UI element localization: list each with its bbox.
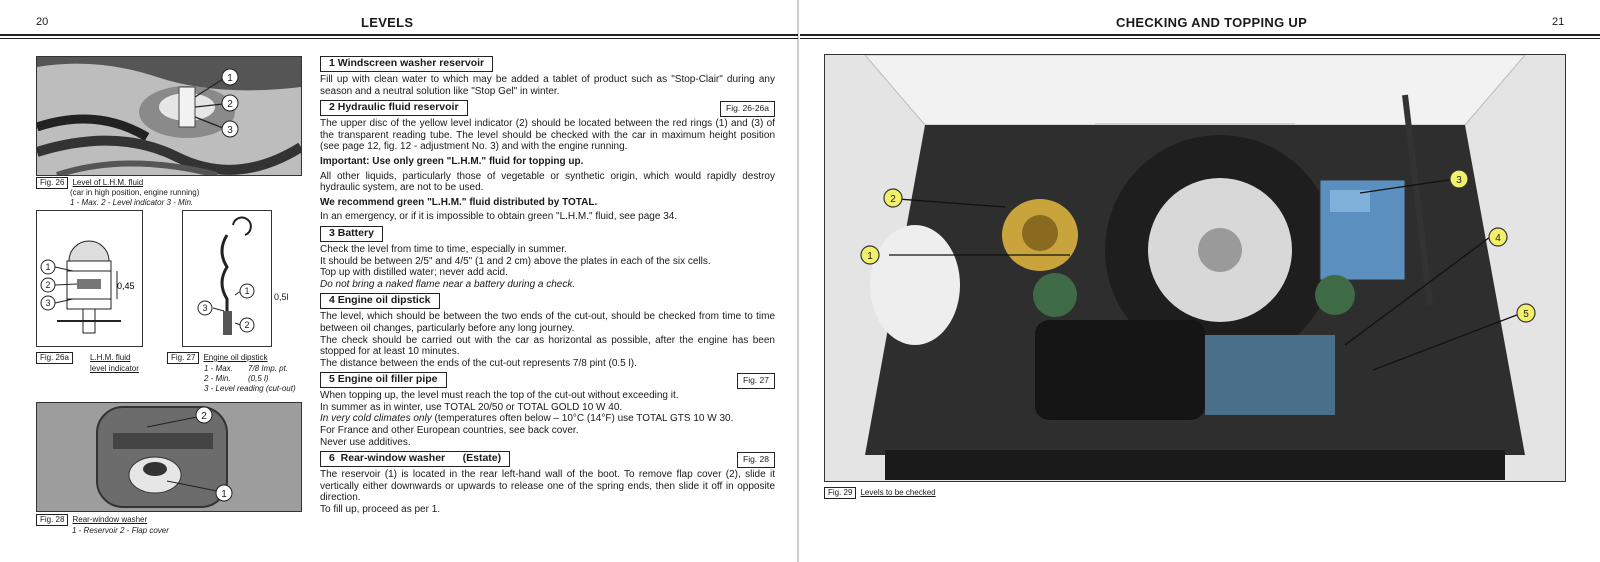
fig26-callout-2: 2 — [227, 99, 233, 110]
fig27-legend-2b: (0,5 l) — [248, 374, 269, 383]
svg-text:1: 1 — [221, 489, 227, 500]
fig26-callout-1: 1 — [227, 73, 233, 84]
section-5-line-1: When topping up, the level must reach the top of the cut-out without exceeding it. — [320, 390, 679, 402]
fig26-subcaption: (car in high position, engine running) — [70, 188, 200, 197]
section-5-line-5: Never use additives. — [320, 436, 411, 448]
section-2-header — [320, 100, 775, 118]
section-5-line-4: For France and other European countries, see back cover. — [320, 425, 579, 437]
section-1-header — [320, 56, 775, 74]
section-4-body: The level, which should be between the two ends of the cut-out, should be checked from time to time between oil changes, particularly before any long journey. — [320, 311, 775, 334]
fig29-callout-4: 4 — [1495, 233, 1501, 244]
header-rule — [0, 34, 798, 36]
fig28-legend: 1 - Reservoir 2 - Flap cover — [72, 526, 169, 535]
section-2-heading: 2 Hydraulic fluid reservoir — [320, 100, 468, 116]
fig26-callout-3: 3 — [227, 125, 233, 136]
section-4-heading: 4 Engine oil dipstick — [320, 293, 440, 309]
page-number-right: 21 — [1552, 16, 1565, 28]
fig26a-measure: 0,45 — [117, 281, 135, 291]
svg-text:2: 2 — [201, 411, 207, 422]
section-6-body2: To fill up, proceed as per 1. — [320, 504, 441, 516]
fig26a-ref: Fig. 26a — [36, 352, 73, 364]
fig26a-diagram — [36, 210, 143, 347]
section-5-header — [320, 372, 775, 390]
fig26-legend: 1 - Max. 2 - Level indicator 3 - Min. — [70, 198, 194, 207]
section-2-body3: In an emergency, or if it is impossible to obtain green "L.H.M." fluid, see page 34. — [320, 211, 678, 223]
fig29-ref: Fig. 29 — [824, 487, 856, 499]
fig28-ref: Fig. 28 — [36, 514, 68, 526]
svg-text:2: 2 — [244, 320, 250, 330]
page-title-left: LEVELS — [361, 15, 414, 30]
section-2-important: Important: Use only green "L.H.M." fluid for topping up. — [320, 155, 584, 167]
section-3-warning: Do not bring a naked flame near a battery during a check. — [320, 278, 576, 290]
page-title-right: CHECKING AND TOPPING UP — [1116, 15, 1308, 30]
fig27-measure: 0,5l — [274, 292, 289, 302]
fig27-legend-2a: 2 - Min. — [204, 374, 231, 383]
fig26a-label-1: L.H.M. fluid — [90, 353, 131, 362]
fig27-legend-1b: 7/8 Imp. pt. — [248, 364, 289, 373]
section-3-line-3: Top up with distilled water; never add acid. — [320, 267, 508, 279]
section-5-heading: 5 Engine oil filler pipe — [320, 372, 447, 388]
section-3-header — [320, 226, 775, 244]
fig26-photo — [36, 56, 302, 176]
fig29-callout-1: 1 — [867, 251, 873, 262]
fig26a-caption — [36, 352, 77, 364]
section-6-ref: Fig. 28 — [737, 452, 775, 468]
section-6-body: The reservoir (1) is located in the rear left-hand wall of the boot. To remove flap cover (2), slide it vertically either downwards or upwards to release one of the spring ends, then slide it off in opposite direction. — [320, 469, 775, 504]
header-rule-thin — [0, 38, 798, 39]
fig28-caption: Fig. 28 Rear-window washer — [36, 514, 147, 526]
svg-text:1: 1 — [244, 286, 250, 296]
fig29-callout-3: 3 — [1456, 175, 1462, 186]
fig29-callout-5: 5 — [1523, 309, 1529, 320]
header-rule-right-thin — [800, 38, 1600, 39]
fig28-photo — [36, 402, 302, 512]
section-4-header — [320, 293, 775, 311]
section-6-heading: 6 Rear-window washer (Estate) — [320, 451, 510, 467]
fig29-callout-2: 2 — [890, 194, 896, 205]
svg-text:2: 2 — [45, 280, 51, 290]
section-6-header — [320, 451, 775, 469]
section-3-line-2: It should be between 2/5" and 4/5" (1 and 2 cm) above the plates in each of the six cells. — [320, 255, 711, 267]
header-rule-right — [800, 34, 1600, 36]
svg-text:1: 1 — [45, 262, 51, 272]
svg-text:3: 3 — [45, 298, 51, 308]
page-number-left: 20 — [36, 16, 49, 28]
fig27-legend-3: 3 - Level reading (cut-out) — [204, 384, 296, 393]
right-page — [800, 0, 1600, 562]
section-3-heading: 3 Battery — [320, 226, 383, 242]
fig27-legend-1a: 1 - Max. — [204, 364, 233, 373]
fig27-ref: Fig. 27 — [167, 352, 199, 364]
left-page — [0, 0, 798, 562]
fig29-caption: Fig. 29 Levels to be checked — [824, 487, 936, 499]
fig26-caption: Fig. 26 Level of L.H.M. fluid — [36, 177, 143, 189]
fig26a-label-2: level indicator — [90, 364, 139, 373]
levels-text-column — [320, 54, 775, 516]
section-5-line-2: In summer as in winter, use TOTAL 20/50 or TOTAL GOLD 10 W 40. — [320, 401, 623, 413]
section-3-line-1: Check the level from time to time, especially in summer. — [320, 243, 567, 255]
fig27-diagram — [182, 210, 272, 347]
section-2-ref: Fig. 26-26a — [720, 101, 775, 117]
fig26-ref: Fig. 26 — [36, 177, 68, 189]
section-2-body2: All other liquids, particularly those of vegetable or synthetic origin, which would rapidly destroy hydraulic system, are not to be used. — [320, 170, 775, 194]
section-2-body: The upper disc of the yellow level indicator (2) should be located between the red rings (1) and (3) of the transparent reading tube. The level should be checked with the car in maximum height position (see page 12, fig. 12 - adjustment No. 3) and with the engine running. — [320, 118, 775, 153]
fig29-engine-bay-photo — [824, 54, 1566, 482]
section-5-line-3: In very cold climates only (temperatures often below – 10°C (14°F) use TOTAL GTS 10 W 30. — [320, 413, 734, 425]
section-5-ref: Fig. 27 — [737, 373, 775, 389]
fig27-caption: Fig. 27 Engine oil dipstick — [167, 352, 268, 364]
section-1-heading: 1 Windscreen washer reservoir — [320, 56, 493, 72]
section-4-body2: The check should be carried out with the car as horizontal as possible, after the engine has been stopped for at least 10 minutes. — [320, 334, 775, 358]
section-1-body: Fill up with clean water to which may be added a tablet of product such as "Stop-Clair" during any season and a neutral solution like "Stop Gel" in winter. — [320, 74, 775, 97]
section-2-recommend: We recommend green "L.H.M." fluid distributed by TOTAL. — [320, 196, 598, 208]
section-4-body3: The distance between the ends of the cut-out represents 7/8 pint (0.5 l). — [320, 357, 637, 369]
svg-text:3: 3 — [202, 303, 208, 313]
